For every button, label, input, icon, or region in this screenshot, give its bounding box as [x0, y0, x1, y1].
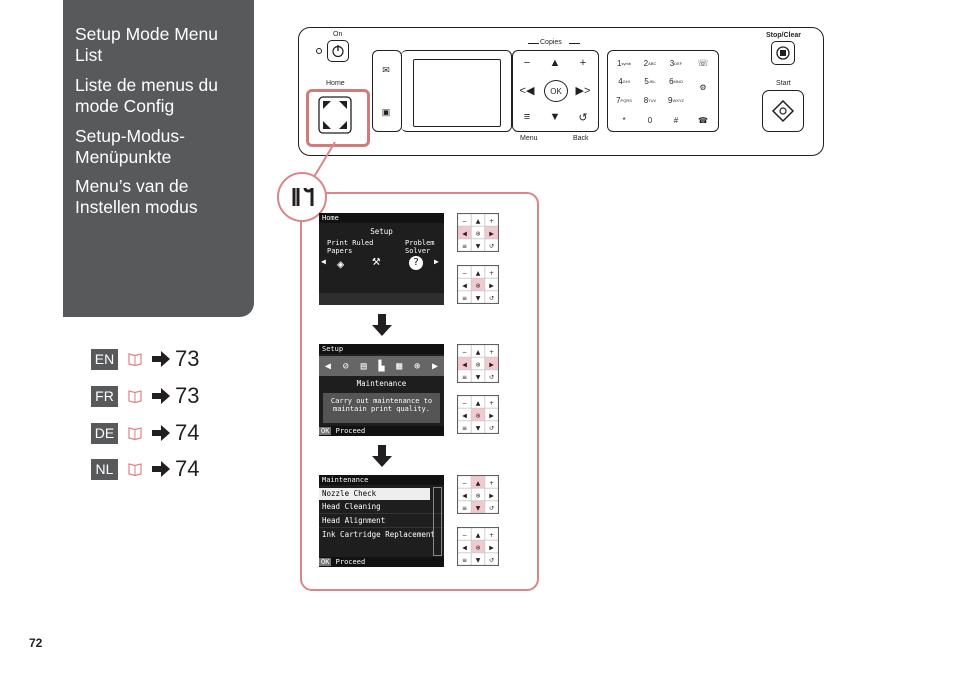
mini-key-down-icon: ▼: [475, 295, 481, 302]
key-8[interactable]: 8 TUV: [643, 95, 657, 105]
list-item[interactable]: Head Cleaning: [319, 500, 444, 514]
page-ref: 74: [175, 456, 200, 481]
mini-key-menu-icon: ≡: [461, 374, 468, 381]
mini-pad-ok: [457, 527, 499, 566]
back-button[interactable]: ↺: [578, 111, 588, 124]
copies-label: Copies: [540, 39, 562, 46]
setup-icon-row: [319, 356, 444, 376]
lcd-maintenance: [319, 475, 444, 567]
mini-key-ok-icon: ⊛: [475, 492, 481, 500]
ok-button[interactable]: OK: [544, 80, 568, 102]
lcd-footer: [319, 557, 444, 567]
mini-key-plus-icon: +: [488, 400, 495, 407]
lcd-description: Carry out maintenance to maintain print quality.: [323, 393, 440, 423]
mini-key-minus-icon: −: [461, 480, 468, 487]
key-hash[interactable]: #: [673, 115, 679, 125]
menu-label: Menu: [520, 135, 538, 142]
plus-button[interactable]: +: [579, 57, 587, 69]
start-label: Start: [776, 80, 791, 87]
lcd-bar: Home: [319, 213, 444, 223]
list-item[interactable]: Nozzle Check: [319, 488, 430, 500]
mini-key-back-icon: ↺: [488, 557, 495, 564]
mini-key-left-icon: ◀: [462, 361, 467, 369]
mini-key-up-icon: ▲: [475, 400, 481, 407]
home-label: Home: [326, 80, 345, 87]
mini-key-right-icon: ▶: [489, 230, 494, 238]
mini-pad-updown: [457, 475, 499, 514]
key-5[interactable]: 5 JKL: [644, 76, 656, 86]
lang-tag: EN: [91, 349, 118, 370]
mini-key-right-icon: ▶: [489, 412, 494, 420]
title-en: Setup Mode Menu List: [75, 24, 219, 65]
mini-key-menu-icon: ≡: [461, 505, 468, 512]
minus-button[interactable]: −: [523, 57, 531, 69]
mini-key-down-icon: ▼: [475, 505, 481, 512]
stop-label: Stop/Clear: [766, 32, 802, 39]
mini-key-ok-icon: ⊛: [475, 412, 481, 420]
speed-dial-icon[interactable]: ☎: [698, 115, 708, 125]
mini-key-right-icon: ▶: [489, 492, 494, 500]
lcd-bar: Maintenance: [319, 475, 444, 485]
key-4[interactable]: 4 GHI: [618, 76, 630, 86]
mini-key-up-icon: ▲: [475, 349, 481, 356]
fax-settings-icon[interactable]: ⚙: [699, 82, 707, 92]
phone-icon[interactable]: ☏: [697, 57, 709, 68]
arrow-down-icon: [371, 445, 393, 467]
key-2[interactable]: 2 ABC: [643, 58, 657, 68]
title-de: Setup-Modus-Menüpunkte: [75, 126, 185, 167]
mini-key-plus-icon: +: [488, 218, 495, 225]
mini-key-minus-icon: −: [461, 270, 468, 277]
key-star[interactable]: *: [622, 115, 626, 125]
mini-key-left-icon: ◀: [462, 492, 467, 500]
lang-tag: FR: [91, 386, 118, 407]
mini-key-back-icon: ↺: [488, 295, 495, 302]
mini-key-menu-icon: ≡: [461, 295, 468, 302]
mini-key-right-icon: ▶: [489, 544, 494, 552]
mini-key-plus-icon: +: [488, 532, 495, 539]
scan-icon: ▤: [360, 360, 367, 372]
mini-key-left-icon: ◀: [462, 544, 467, 552]
mini-key-left-icon: ◀: [462, 282, 467, 290]
mini-pad-ok: [457, 395, 499, 434]
mini-key-back-icon: ↺: [488, 243, 495, 250]
globe-icon: ⊕: [414, 360, 421, 372]
lcd-bar: Setup: [319, 344, 444, 354]
mini-key-menu-icon: ≡: [461, 243, 468, 250]
mini-key-up-icon: ▲: [475, 270, 481, 277]
mini-key-minus-icon: −: [461, 218, 468, 225]
page-ref: 74: [175, 420, 200, 445]
left-arrow-icon: ◀: [324, 360, 331, 372]
mini-key-up-icon: ▲: [475, 480, 481, 487]
left-button[interactable]: <◀: [519, 84, 535, 97]
mini-key-down-icon: ▼: [475, 425, 481, 432]
lcd-title: Setup: [370, 227, 393, 236]
mini-key-back-icon: ↺: [488, 505, 495, 512]
menu-button[interactable]: ≡: [523, 111, 531, 123]
lcd-setup: [319, 344, 444, 436]
ok-badge: OK: [321, 558, 330, 566]
down-button[interactable]: ▼: [549, 111, 561, 123]
lcd-home: [319, 213, 444, 305]
mini-key-plus-icon: +: [488, 270, 495, 277]
key-7[interactable]: 7 PQRS: [616, 95, 632, 105]
mini-pad-leftright: [457, 213, 499, 252]
right-button[interactable]: ▶>: [575, 84, 591, 97]
page-ref: 73: [175, 383, 200, 408]
mini-key-down-icon: ▼: [475, 557, 481, 564]
lcd-left-item: Print Ruled Papers: [327, 239, 374, 255]
mini-pad-ok: [457, 265, 499, 304]
setup-icon: ⚒: [372, 253, 381, 269]
lcd-selected-item: Maintenance: [356, 379, 407, 388]
mini-key-ok-icon: ⊛: [475, 230, 481, 238]
lcd-footer: [319, 426, 444, 436]
proceed-label: Proceed: [335, 427, 366, 435]
title-nl: Menu’s van de Instellen modus: [75, 176, 198, 217]
mini-key-up-icon: ▲: [475, 532, 481, 539]
page-number: 72: [29, 636, 43, 650]
mini-key-right-icon: ▶: [489, 361, 494, 369]
lcd-right-item: Problem Solver: [405, 239, 435, 255]
mini-key-back-icon: ↺: [488, 425, 495, 432]
scrollbar[interactable]: [433, 487, 442, 556]
key-6[interactable]: 6 MNO: [669, 76, 683, 86]
mini-key-down-icon: ▼: [475, 243, 481, 250]
lcd-footer: [319, 293, 444, 305]
mini-key-right-icon: ▶: [489, 282, 494, 290]
back-label: Back: [573, 135, 589, 142]
no-icon: ⊘: [342, 360, 349, 372]
mini-key-left-icon: ◀: [462, 412, 467, 420]
mini-pad-leftright: [457, 344, 499, 383]
key-0[interactable]: 0: [647, 115, 653, 125]
mini-key-minus-icon: −: [461, 532, 468, 539]
mini-key-minus-icon: −: [461, 349, 468, 356]
proceed-label: Proceed: [335, 558, 366, 566]
memory-card-icon[interactable]: ✉: [382, 64, 390, 75]
help-icon: ?: [409, 256, 423, 270]
mini-key-menu-icon: ≡: [461, 557, 468, 564]
arrow-down-icon: [371, 314, 393, 336]
mini-key-ok-icon: ⊛: [475, 282, 481, 290]
ok-badge: OK: [321, 427, 330, 435]
lcd-left-arrow-icon: ◀: [321, 257, 326, 266]
mini-key-ok-icon: ⊛: [475, 544, 481, 552]
ruled-paper-icon: ◈: [337, 257, 345, 271]
maintenance-icon: ▙: [378, 360, 385, 372]
mini-key-back-icon: ↺: [488, 374, 495, 381]
mini-key-left-icon: ◀: [462, 230, 467, 238]
key-3[interactable]: 3 DEF: [669, 58, 683, 68]
maintenance-list: [319, 488, 444, 541]
on-label: On: [333, 31, 343, 38]
mini-key-up-icon: ▲: [475, 218, 481, 225]
list-item[interactable]: Head Alignment: [319, 514, 444, 528]
mini-key-ok-icon: ⊛: [475, 361, 481, 369]
mini-key-plus-icon: +: [488, 349, 495, 356]
lcd-right-arrow-icon: ▶: [434, 257, 439, 266]
mini-key-menu-icon: ≡: [461, 425, 468, 432]
photo-icon[interactable]: ▣: [381, 106, 391, 117]
page-ref: 73: [175, 346, 200, 371]
mini-key-down-icon: ▼: [475, 374, 481, 381]
lang-tag: DE: [91, 423, 118, 444]
title-fr: Liste de menus du mode Config: [75, 75, 219, 116]
right-arrow-icon: ▶: [431, 360, 438, 372]
up-button[interactable]: ▲: [549, 57, 561, 69]
list-item[interactable]: Ink Cartridge Replacement: [322, 530, 435, 539]
mini-key-minus-icon: −: [461, 400, 468, 407]
key-9[interactable]: 9 WXYZ: [667, 95, 684, 105]
mini-key-plus-icon: +: [488, 480, 495, 487]
printer-icon: ▦: [396, 360, 403, 372]
key-1[interactable]: 1 symb: [616, 58, 631, 68]
lang-tag: NL: [91, 459, 118, 480]
